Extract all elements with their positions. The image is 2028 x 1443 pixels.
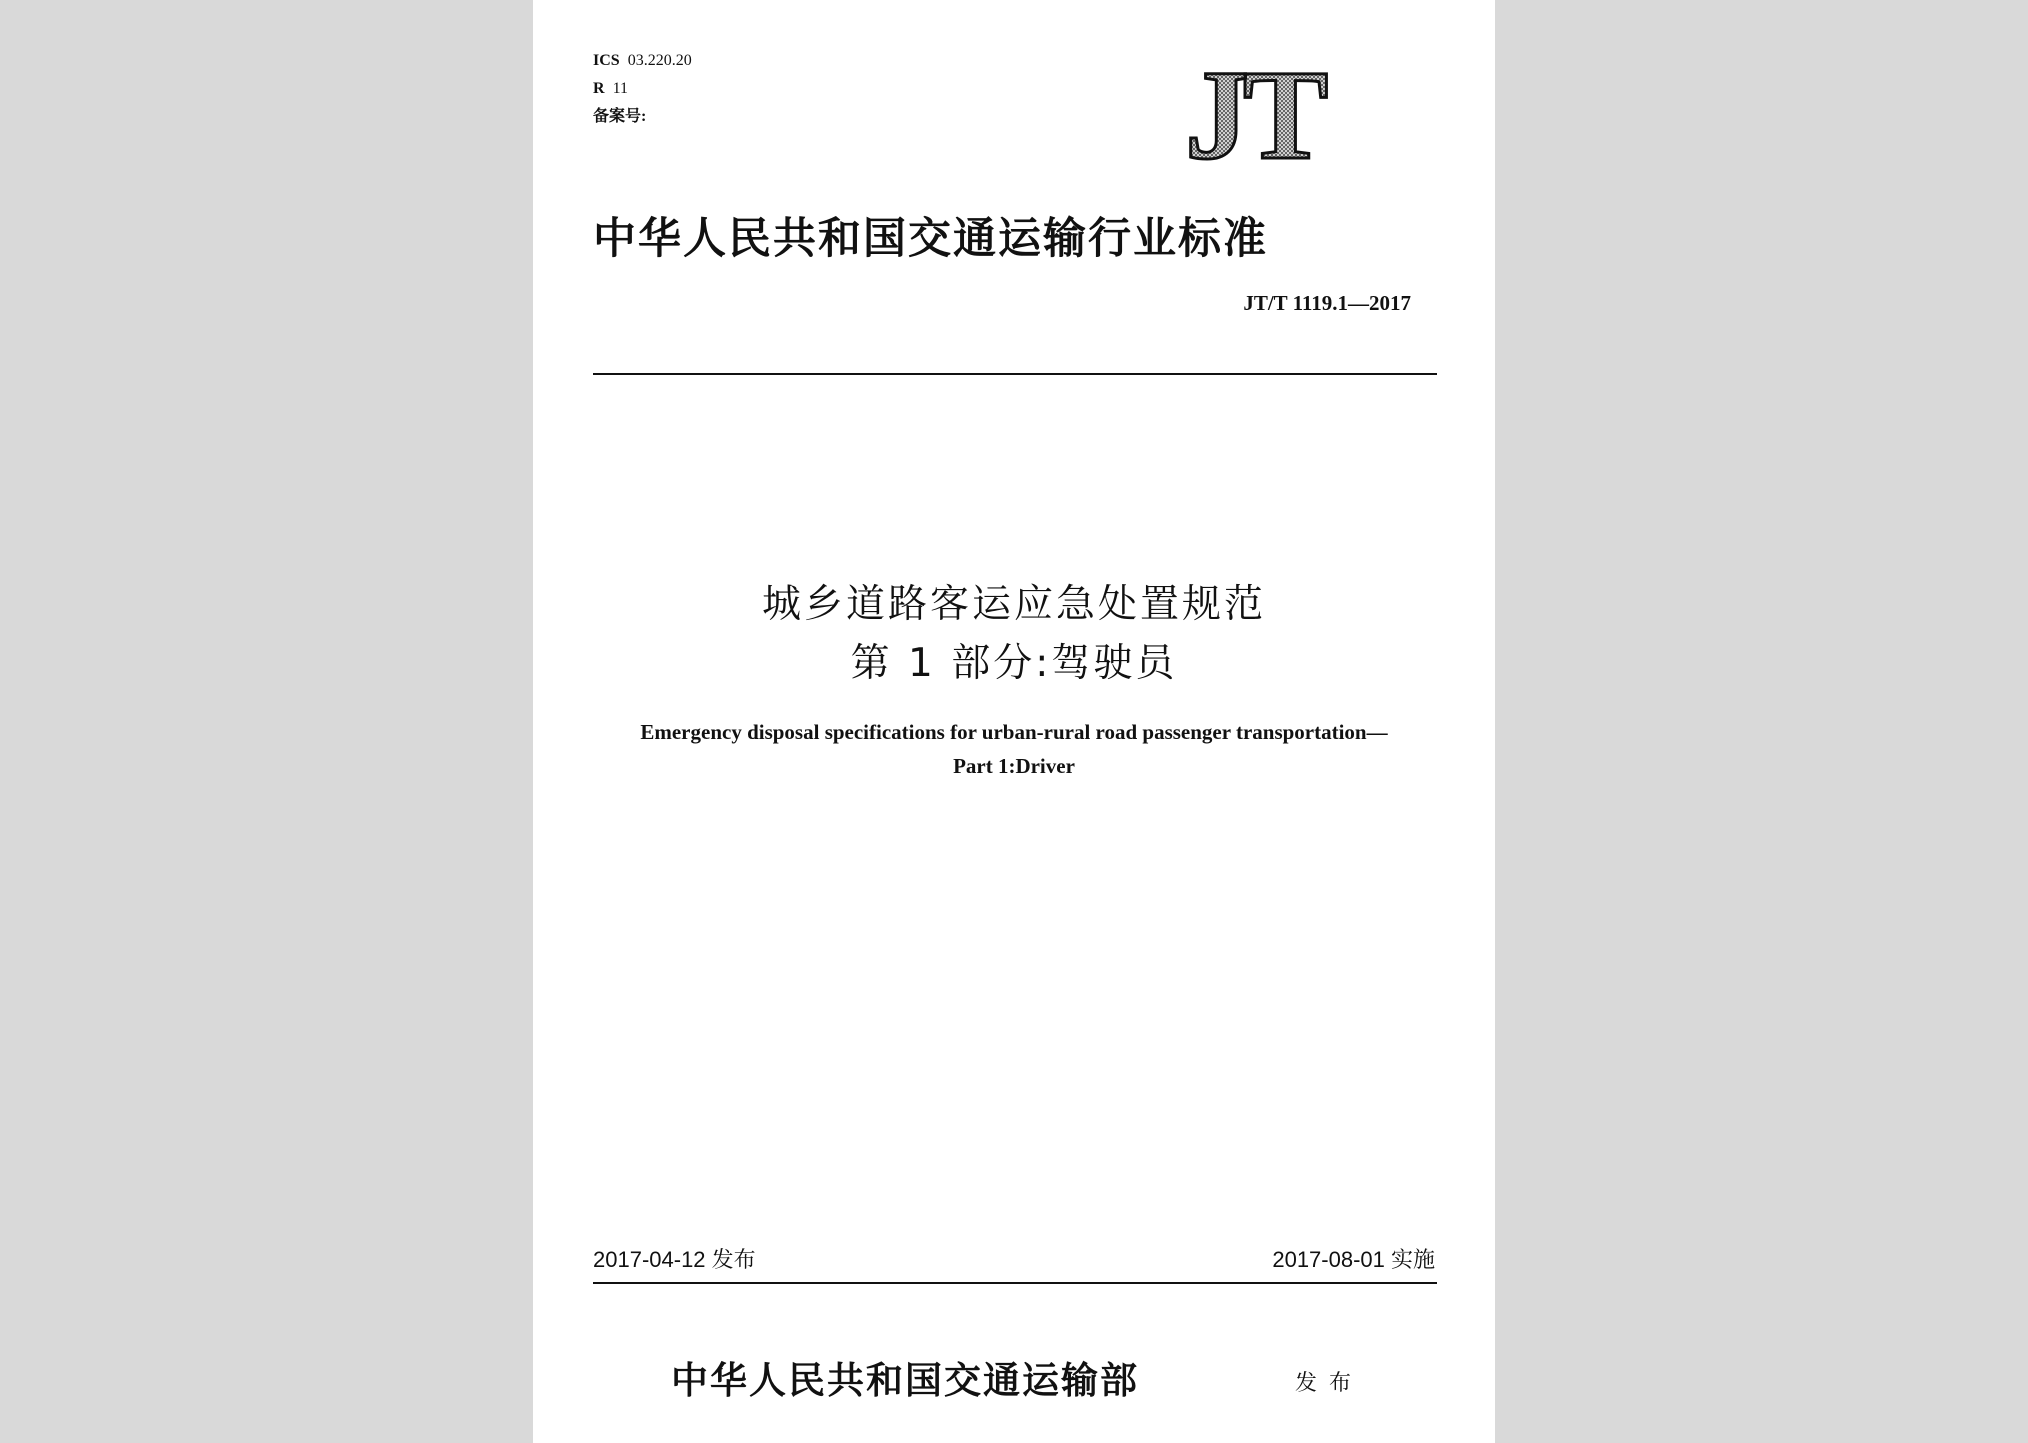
jt-logo [1181,58,1391,168]
implementation-date: 2017-08-01 实施 [1272,1247,1435,1272]
footer-divider [593,1282,1437,1284]
english-title-line-2: Part 1:Driver [953,754,1075,778]
chinese-title-line-2: 第 1 部分:驾驶员 [850,641,1178,686]
record-number: 备案号: [593,108,647,125]
publisher-name: 中华人民共和国交通运输部 [671,1358,1139,1402]
header-divider [593,373,1437,375]
ics-code: ICS 03.220.20 [593,52,692,69]
standard-number: JT/T 1119.1—2017 [1243,291,1411,315]
classification-code: R 11 [593,80,628,97]
english-title-line-1: Emergency disposal specifications for urban-rural road passenger transportation— [640,720,1388,744]
document-page [533,0,1495,1443]
issue-date: 2017-04-12 发布 [593,1247,756,1272]
jt-logo-text: JT [1185,58,1323,168]
publish-label: 发布 [1295,1371,1364,1396]
org-standard-title: 中华人民共和国交通运输行业标准 [593,214,1268,264]
chinese-title-line-1: 城乡道路客运应急处置规范 [761,582,1266,627]
